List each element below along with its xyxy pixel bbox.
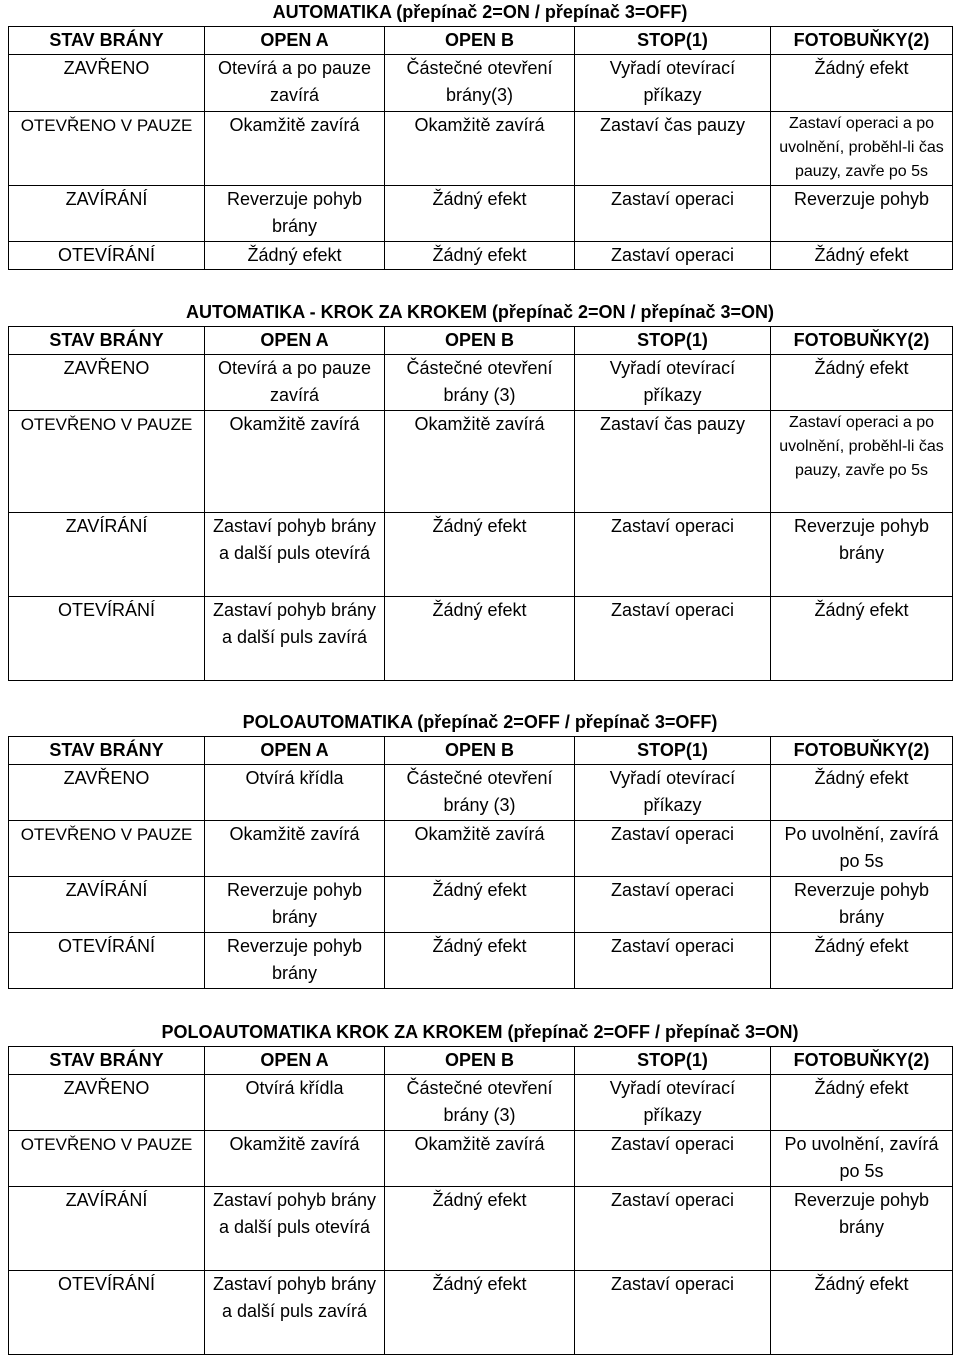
table-cell: Částečné otevření brány (3) [385,765,575,821]
table-cell: Zastaví operaci [575,597,771,681]
state-cell: OTEVŘENO V PAUZE [9,112,205,186]
table-cell: Okamžitě zavírá [385,411,575,513]
table-row [9,597,953,681]
table-cell: Žádný efekt [771,242,953,270]
header-cell: OPEN B [385,737,575,765]
table-cell: Žádný efekt [771,355,953,411]
table-row [9,411,953,513]
table-row [9,1187,953,1271]
behavior-table [8,1046,953,1355]
table-row [9,242,953,270]
section-automatika [8,0,952,270]
header-cell: FOTOBUŇKY(2) [771,737,953,765]
state-cell: OTEVŘENO V PAUZE [9,411,205,513]
state-cell: ZAVÍRÁNÍ [9,186,205,242]
table-cell: Zastaví pohyb brány a další puls otevírá [205,513,385,597]
header-cell: FOTOBUŇKY(2) [771,1047,953,1075]
table-cell: Vyřadí otevírací příkazy [575,355,771,411]
table-cell: Žádný efekt [771,597,953,681]
table-cell: Otevírá a po pauze zavírá [205,355,385,411]
table-cell: Žádný efekt [385,186,575,242]
table-row [9,1075,953,1131]
table-cell: Vyřadí otevírací příkazy [575,1075,771,1131]
header-cell: STAV BRÁNY [9,737,205,765]
section-title: AUTOMATIKA - KROK ZA KROKEM (přepínač 2=ON / přepínač 3=ON) [185,302,775,322]
table-row [9,1271,953,1355]
table-cell: Žádný efekt [385,933,575,989]
state-cell: OTEVŘENO V PAUZE [9,1131,205,1187]
table-cell: Reverzuje pohyb brány [771,513,953,597]
section-automatika-krok [8,300,952,681]
state-cell: OTEVÍRÁNÍ [9,597,205,681]
table-row [9,933,953,989]
section-poloautomatika-krok [8,1020,952,1355]
state-cell: OTEVÍRÁNÍ [9,242,205,270]
table-cell: Po uvolnění, zavírá po 5s [771,1131,953,1187]
table-cell: Okamžitě zavírá [205,411,385,513]
table-cell: Zastaví pohyb brány a další puls zavírá [205,597,385,681]
table-cell: Otevírá a po pauze zavírá [205,55,385,112]
table-cell: Žádný efekt [771,55,953,112]
state-cell: ZAVŘENO [9,355,205,411]
table-cell: Zastaví operaci [575,1271,771,1355]
state-cell: OTEVŘENO V PAUZE [9,821,205,877]
table-cell: Zastaví operaci [575,877,771,933]
table-cell: Částečné otevření brány (3) [385,355,575,411]
table-cell: Okamžitě zavírá [385,112,575,186]
state-cell: ZAVÍRÁNÍ [9,513,205,597]
header-cell: OPEN A [205,737,385,765]
state-cell: OTEVÍRÁNÍ [9,933,205,989]
section-title: POLOAUTOMATIKA (přepínač 2=OFF / přepínač 3=OFF) [242,712,718,732]
state-cell: ZAVŘENO [9,55,205,112]
table-cell: Žádný efekt [771,933,953,989]
header-cell: STAV BRÁNY [9,327,205,355]
table-header-row [9,27,953,55]
section-title: POLOAUTOMATIKA KROK ZA KROKEM (přepínač 2=OFF / přepínač 3=ON) [161,1022,799,1042]
header-cell: OPEN B [385,327,575,355]
state-cell: ZAVÍRÁNÍ [9,877,205,933]
behavior-table [8,736,953,989]
table-cell: Zastaví operaci [575,1187,771,1271]
table-row [9,765,953,821]
table-cell: Otvírá křídla [205,1075,385,1131]
table-cell: Zastaví operaci [575,1131,771,1187]
table-cell: Zastaví operaci [575,933,771,989]
table-cell: Vyřadí otevírací příkazy [575,765,771,821]
table-cell: Vyřadí otevírací příkazy [575,55,771,112]
header-cell: STAV BRÁNY [9,27,205,55]
section-title: AUTOMATIKA (přepínač 2=ON / přepínač 3=OFF) [272,2,688,22]
header-cell: OPEN B [385,27,575,55]
table-cell: Zastaví operaci [575,821,771,877]
table-cell: Okamžitě zavírá [205,112,385,186]
table-cell: Reverzuje pohyb brány [205,877,385,933]
table-header-row [9,1047,953,1075]
table-cell: Zastaví čas pauzy [575,411,771,513]
table-row [9,877,953,933]
table-cell: Reverzuje pohyb brány [771,877,953,933]
header-cell: STOP(1) [575,27,771,55]
table-cell: Zastaví operaci a po uvolnění, proběhl-li čas pauzy, zavře po 5s [771,411,953,513]
table-row [9,821,953,877]
header-cell: FOTOBUŇKY(2) [771,327,953,355]
table-cell: Okamžitě zavírá [385,1131,575,1187]
table-row [9,1131,953,1187]
table-cell: Okamžitě zavírá [385,821,575,877]
table-header-row [9,327,953,355]
table-cell: Zastaví operaci a po uvolnění, proběhl-li čas pauzy, zavře po 5s [771,112,953,186]
table-header-row [9,737,953,765]
table-cell: Žádný efekt [385,1271,575,1355]
table-cell: Reverzuje pohyb brány [205,186,385,242]
table-cell: Žádný efekt [385,597,575,681]
table-cell: Žádný efekt [771,1075,953,1131]
state-cell: OTEVÍRÁNÍ [9,1271,205,1355]
table-cell: Žádný efekt [385,242,575,270]
table-cell: Okamžitě zavírá [205,821,385,877]
header-cell: OPEN A [205,27,385,55]
table-cell: Reverzuje pohyb [771,186,953,242]
header-cell: OPEN B [385,1047,575,1075]
table-cell: Žádný efekt [205,242,385,270]
table-cell: Reverzuje pohyb brány [771,1187,953,1271]
table-cell: Žádný efekt [385,877,575,933]
table-cell: Zastaví operaci [575,242,771,270]
table-cell: Žádný efekt [771,1271,953,1355]
table-cell: Zastaví operaci [575,513,771,597]
table-cell: Reverzuje pohyb brány [205,933,385,989]
table-row [9,55,953,112]
table-cell: Zastaví pohyb brány a další puls otevírá [205,1187,385,1271]
table-row [9,112,953,186]
header-cell: STOP(1) [575,327,771,355]
table-row [9,355,953,411]
state-cell: ZAVÍRÁNÍ [9,1187,205,1271]
table-cell: Částečné otevření brány (3) [385,1075,575,1131]
behavior-table [8,326,953,681]
table-cell: Zastaví operaci [575,186,771,242]
table-cell: Žádný efekt [385,513,575,597]
table-cell: Žádný efekt [771,765,953,821]
table-cell: Otvírá křídla [205,765,385,821]
header-cell: STOP(1) [575,1047,771,1075]
state-cell: ZAVŘENO [9,765,205,821]
table-cell: Zastaví čas pauzy [575,112,771,186]
behavior-table [8,26,953,270]
header-cell: STAV BRÁNY [9,1047,205,1075]
table-row [9,513,953,597]
table-cell: Po uvolnění, zavírá po 5s [771,821,953,877]
header-cell: STOP(1) [575,737,771,765]
header-cell: FOTOBUŇKY(2) [771,27,953,55]
table-cell: Žádný efekt [385,1187,575,1271]
section-poloautomatika [8,710,952,989]
header-cell: OPEN A [205,1047,385,1075]
state-cell: ZAVŘENO [9,1075,205,1131]
table-cell: Okamžitě zavírá [205,1131,385,1187]
header-cell: OPEN A [205,327,385,355]
table-row [9,186,953,242]
table-cell: Částečné otevření brány(3) [385,55,575,112]
table-cell: Zastaví pohyb brány a další puls zavírá [205,1271,385,1355]
